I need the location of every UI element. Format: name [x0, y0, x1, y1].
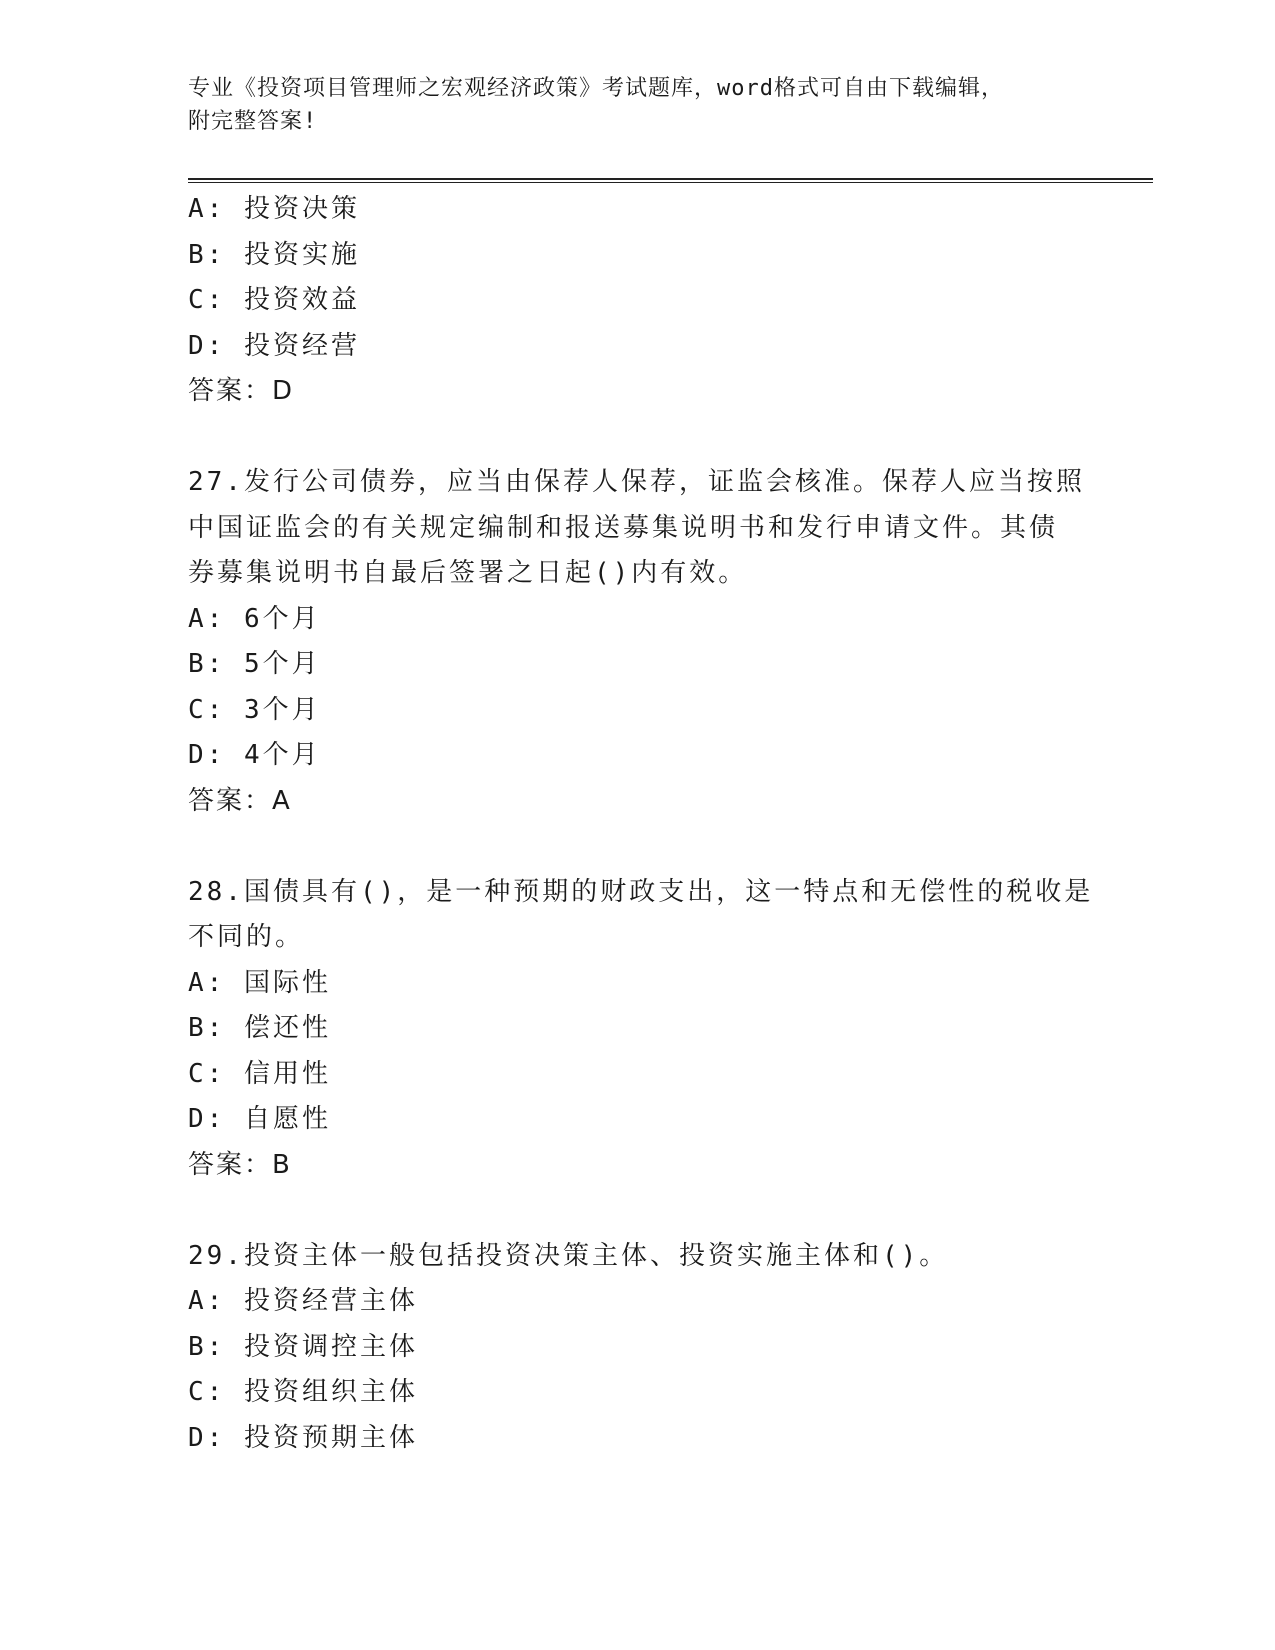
question-text-line: 不同的。 [188, 922, 305, 952]
question-text-line: 券募集说明书自最后签署之日起()内有效。 [188, 558, 748, 588]
document-page [188, 0, 1148, 1650]
question-text-line: 29.投资主体一般包括投资决策主体、投资实施主体和()。 [188, 1240, 949, 1271]
option-a: A: 投资决策 [188, 194, 360, 224]
option-b: B: 投资调控主体 [188, 1331, 418, 1362]
option-b: B: 偿还性 [188, 1013, 331, 1043]
question-gap [188, 824, 1148, 870]
option-a: A: 国际性 [188, 967, 331, 998]
option-a: A: 投资经营主体 [188, 1286, 418, 1316]
question-26 [188, 187, 1148, 415]
answer-line: 答案：D [188, 376, 295, 406]
option-d: D: 投资经营 [188, 330, 360, 361]
question-text-line: 27.发行公司债券，应当由保荐人保荐，证监会核准。保荐人应当按照 [188, 467, 1085, 497]
header-line-1: 专业《投资项目管理师之宏观经济政策》考试题库，word格式可自由下载编辑， [188, 76, 1004, 101]
option-a: A: 6个月 [188, 603, 321, 634]
question-text-line: 中国证监会的有关规定编制和报送募集说明书和发行申请文件。其债 [188, 512, 1059, 543]
option-c: C: 信用性 [188, 1058, 331, 1089]
option-b: B: 5个月 [188, 649, 321, 679]
answer-line: 答案：A [188, 785, 292, 816]
document-header [188, 72, 1088, 138]
answer-line: 答案：B [188, 1149, 292, 1180]
option-d: D: 投资预期主体 [188, 1422, 418, 1453]
option-c: C: 投资组织主体 [188, 1377, 418, 1407]
question-gap [188, 415, 1148, 461]
option-d: D: 4个月 [188, 740, 321, 770]
option-c: C: 投资效益 [188, 285, 360, 315]
question-27 [188, 460, 1148, 824]
question-28 [188, 870, 1148, 1189]
header-line-2: 附完整答案! [188, 109, 318, 134]
option-c: C: 3个月 [188, 694, 321, 725]
question-29 [188, 1234, 1148, 1462]
header-divider [188, 178, 1153, 183]
question-text-line: 28.国债具有()，是一种预期的财政支出，这一特点和无偿性的税收是 [188, 876, 1094, 907]
option-d: D: 自愿性 [188, 1104, 331, 1134]
option-b: B: 投资实施 [188, 239, 360, 270]
question-gap [188, 1188, 1148, 1234]
question-list [188, 187, 1148, 1461]
